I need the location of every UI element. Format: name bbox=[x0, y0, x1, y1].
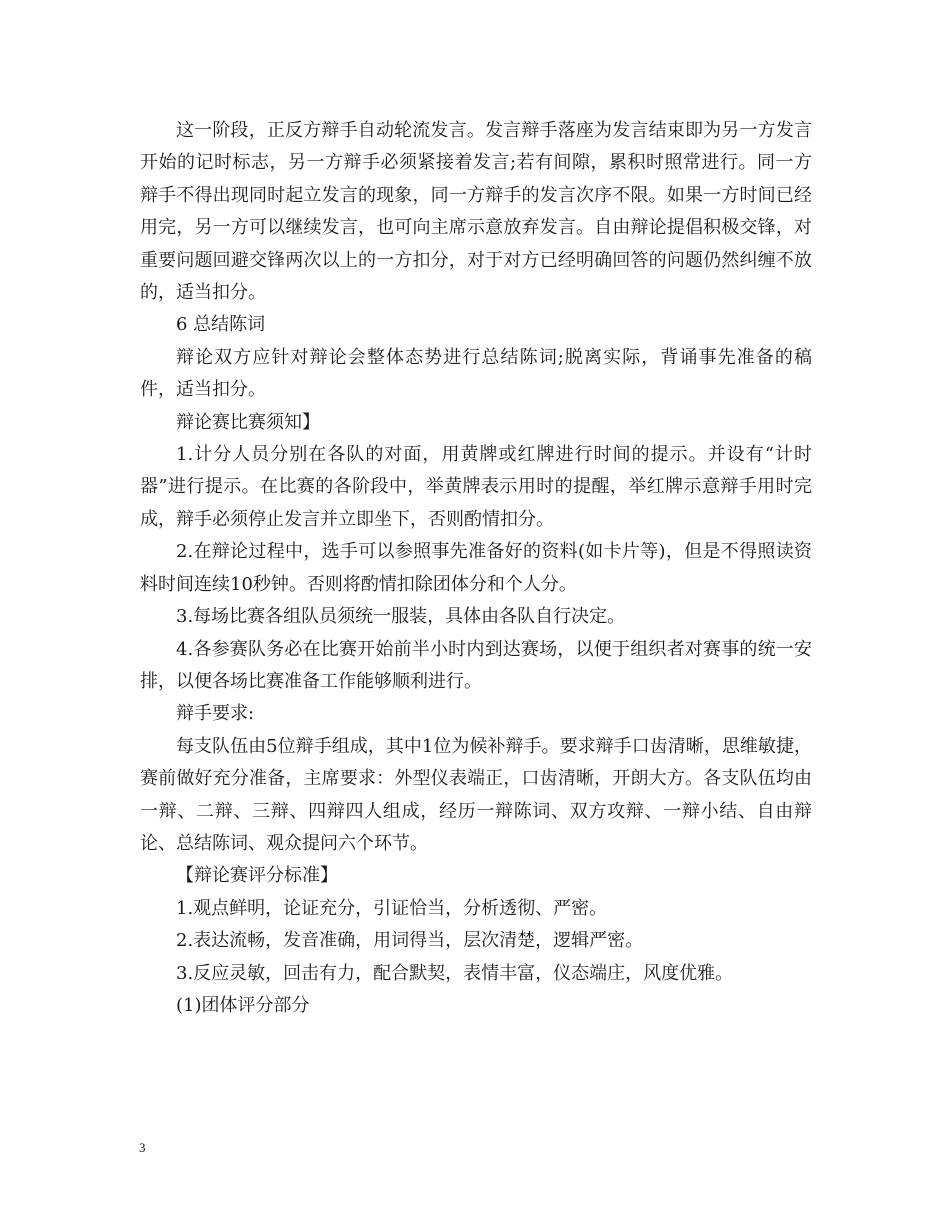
paragraph-note-1: 1.计分人员分别在各队的对面，用黄牌或红牌进行时间的提示。并设有“计时器”进行提示。在比赛的各阶段中，举黄牌表示用时的提醒，举红牌示意辩手用时完成，辩手必须停止发言并立即坐下，否则酌情扣分。 bbox=[140, 444, 812, 530]
section-heading-debater-requirements: 辩手要求: bbox=[176, 703, 255, 725]
section-heading-team-scoring: (1)团体评分部分 bbox=[176, 994, 310, 1016]
document-body bbox=[140, 115, 812, 1022]
section-heading-competition-notes: 辩论赛比赛须知】 bbox=[176, 411, 320, 433]
paragraph-criterion-1: 1.观点鲜明，论证充分，引证恰当，分析透彻、严密。 bbox=[176, 897, 608, 919]
section-heading-scoring-criteria: 【辩论赛评分标准】 bbox=[176, 865, 338, 887]
paragraph-note-4: 4.各参赛队务必在比赛开始前半小时内到达赛场，以便于组织者对赛事的统一安排，以便各场比赛准备工作能够顺利进行。 bbox=[140, 638, 812, 692]
paragraph-free-debate-rules: 这一阶段，正反方辩手自动轮流发言。发言辩手落座为发言结束即为另一方发言开始的记时标志，另一方辩手必须紧接着发言;若有间隙，累积时照常进行。同一方辩手不得出现同时起立发言的现象，同一方辩手的发言次序不限。如果一方时间已经用完，另一方可以继续发言，也可向主席示意放弃发言。自由辩论提倡积极交锋，对重要问题回避交锋两次以上的一方扣分，对于对方已经明确回答的问题仍然纠缠不放的，适当扣分。 bbox=[140, 120, 812, 304]
paragraph-debater-requirements: 每支队伍由5位辩手组成，其中1位为候补辩手。要求辩手口齿清晰，思维敏捷，赛前做好充分准备，主席要求：外型仪表端正，口齿清晰，开朗大方。各支队伍均由一辩、二辩、三辩、四辩四人组成，经历一辩陈词、双方攻辩、一辩小结、自由辩论、总结陈词、观众提问六个环节。 bbox=[140, 735, 812, 854]
paragraph-criterion-3: 3.反应灵敏，回击有力，配合默契，表情丰富，仪态端庄，风度优雅。 bbox=[176, 962, 734, 984]
paragraph-closing-statement: 辩论双方应针对辩论会整体态势进行总结陈词;脱离实际，背诵事先准备的稿件，适当扣分。 bbox=[140, 346, 812, 401]
paragraph-note-2: 2.在辩论过程中，选手可以参照事先准备好的资料(如卡片等)，但是不得照读资料时间连续10秒钟。否则将酌情扣除团体分和个人分。 bbox=[140, 541, 812, 595]
paragraph-criterion-2: 2.表达流畅，发音准确，用词得当，层次清楚，逻辑严密。 bbox=[176, 930, 644, 952]
section-heading-closing-statement: 6 总结陈词 bbox=[176, 314, 266, 336]
paragraph-note-3: 3.每场比赛各组队员须统一服装，具体由各队自行决定。 bbox=[176, 606, 626, 628]
page-number: 3 bbox=[139, 1140, 146, 1155]
